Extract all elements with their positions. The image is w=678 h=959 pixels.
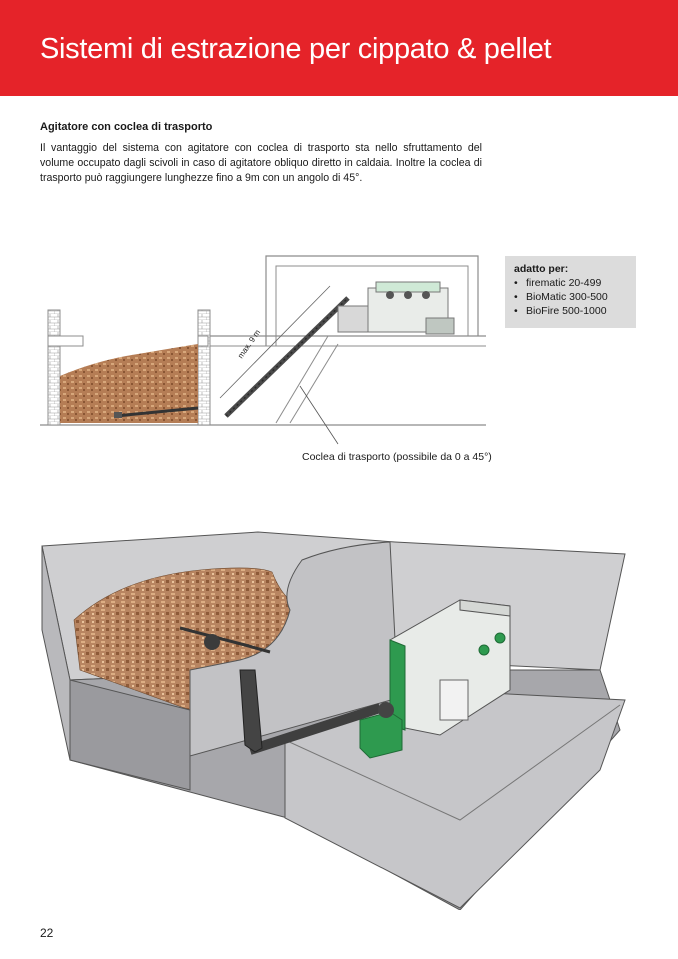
page-header xyxy=(0,0,678,96)
page-number: 22 xyxy=(40,926,54,940)
screw-callout: Coclea di trasporto (possibile da 0 a 45°) xyxy=(302,451,492,463)
section-title: Agitatore con coclea di trasporto xyxy=(40,121,213,133)
max-length-label: max. 9 m xyxy=(236,328,263,361)
left-wall xyxy=(48,310,60,425)
section-body: Il vantaggio del sistema con agitatore con coclea di trasporto sta nello sfruttamento del volume occupato dagli scivoli in caso di agitatore obliquo diretto in caldaia. Inoltre la coclea di trasporto può raggiungere lunghezze fino a 9m con un angolo di 45°. xyxy=(40,142,482,184)
suitability-box xyxy=(505,256,636,328)
suitability-list xyxy=(514,276,608,318)
list-item: • firematic 20-499 xyxy=(514,276,608,290)
installation-illustration xyxy=(40,520,630,910)
list-item: • BioMatic 300-500 xyxy=(514,290,608,304)
suitability-title: adatto per: xyxy=(514,263,569,275)
middle-wall xyxy=(198,310,210,425)
page-title: Sistemi di estrazione per cippato & pellet xyxy=(40,33,552,65)
section-diagram xyxy=(38,248,490,448)
list-item: • BioFire 500-1000 xyxy=(514,304,608,318)
